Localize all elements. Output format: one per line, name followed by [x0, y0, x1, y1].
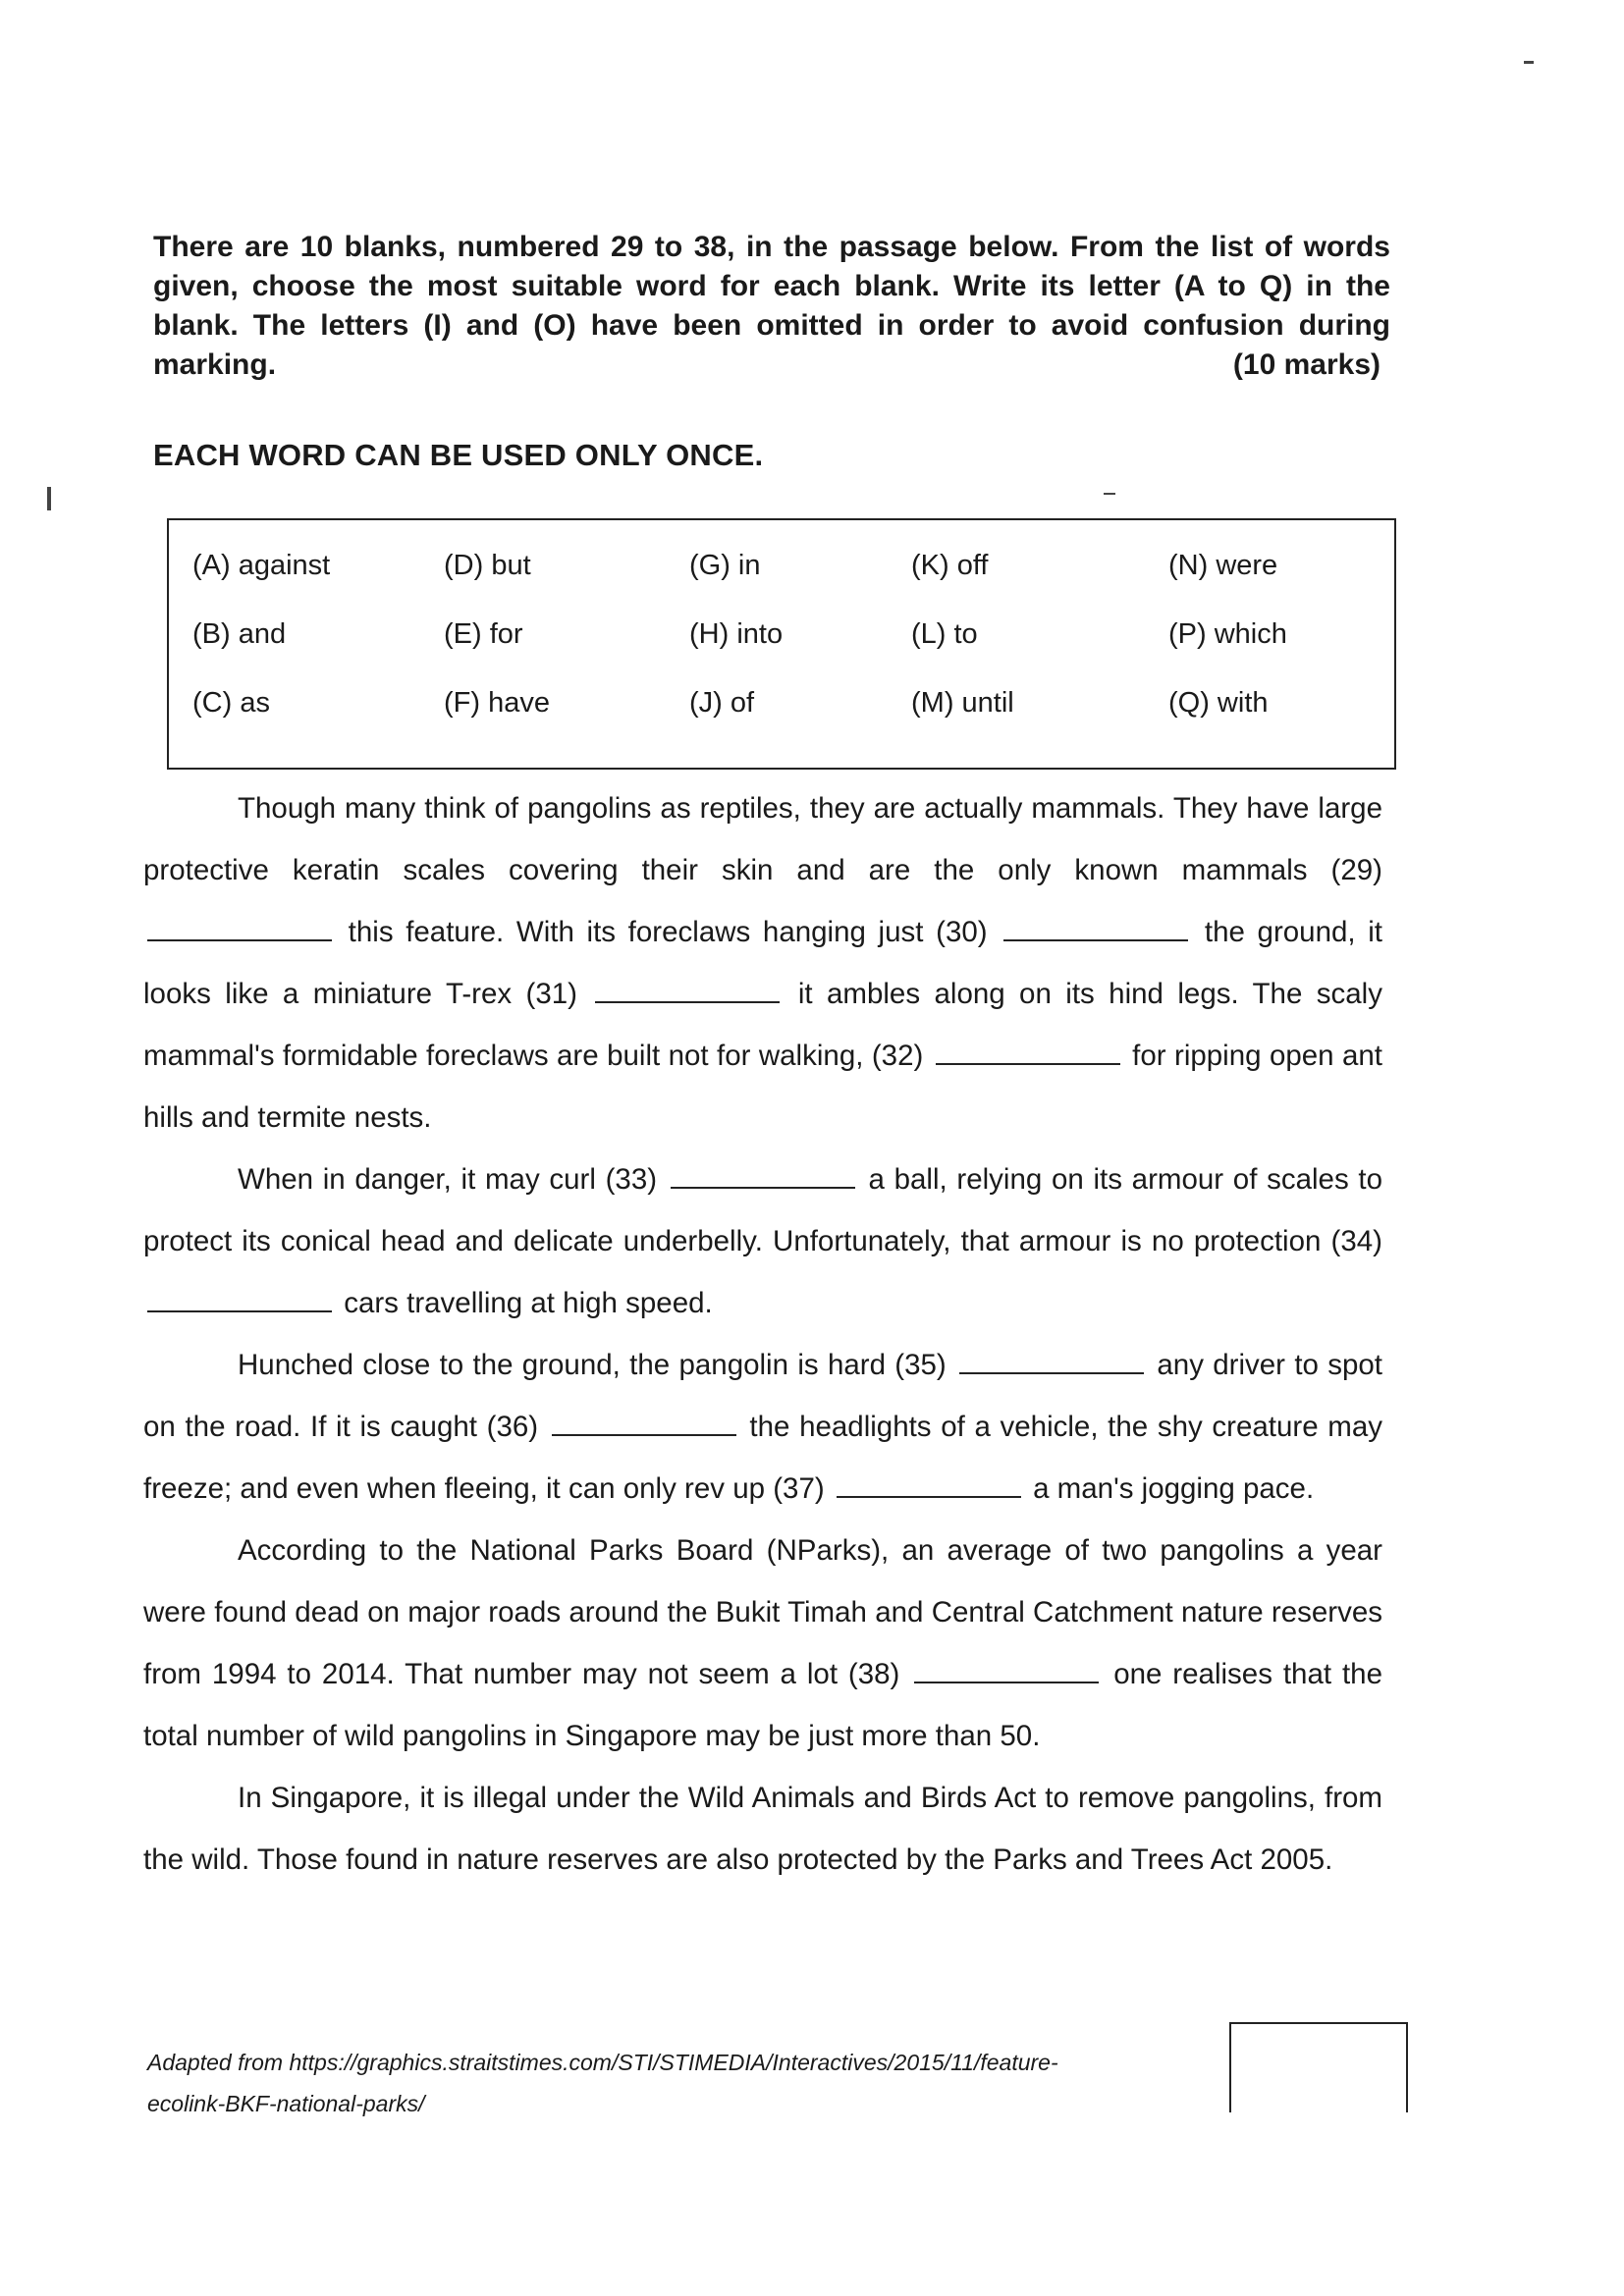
- passage-paragraph: In Singapore, it is illegal under the Wild Animals and Birds Act to remove pangolins, from the wild. Those found in nature reserves are also protected by the Parks and Trees Act 2005.: [143, 1782, 1382, 1876]
- instructions: [153, 228, 1390, 385]
- word-option: (B) and: [192, 618, 287, 650]
- word-option: (L) to: [911, 618, 978, 650]
- marks-allocation: (10 marks): [1232, 348, 1380, 381]
- passage-paragraph: Though many think of pangolins as reptiles, they are actually mammals. They have large protective keratin scales covering their skin and are the only known mammals (29) this feature. With its foreclaws hanging just (30) the ground, it looks like a miniature T-rex (31) it ambles along on its hind legs. The scaly mammal's formidable foreclaws are built not for walking, (32) for ripping open ant hills and termite nests.: [143, 792, 1383, 1134]
- answer-blank-38[interactable]: [914, 1658, 1099, 1683]
- word-option: (E) for: [444, 618, 523, 650]
- answer-blank-32[interactable]: [936, 1040, 1120, 1065]
- word-option: (Q) with: [1168, 687, 1269, 719]
- word-option: (N) were: [1168, 550, 1278, 581]
- word-option: (C) as: [192, 687, 270, 719]
- answer-blank-29[interactable]: [147, 916, 332, 941]
- passage-paragraph: When in danger, it may curl (33) a ball, relying on its armour of scales to protect its conical head and delicate underbelly. Unfortunately, that armour is no protection (34) cars travelling at high speed.: [143, 1163, 1383, 1319]
- word-usage-rule: EACH WORD CAN BE USED ONLY ONCE.: [153, 438, 764, 472]
- instructions-text: There are 10 blanks, numbered 29 to 38, in the passage below. From the list of words given, choose the most suitable word for each blank. Write its letter (A to Q) in the blank. The letters (I) and (O) have been omitted in order to avoid confusion during marking.: [153, 231, 1390, 381]
- word-bank-box: [167, 518, 1396, 770]
- scan-speck: [1104, 493, 1115, 495]
- source-citation: Adapted from https://graphics.straitstimes.com/STI/STIMEDIA/Interactives/2015/11/feature-ecolink-BKF-national-parks/: [147, 2050, 1058, 2116]
- word-option: (F) have: [444, 687, 550, 719]
- word-option: (K) off: [911, 550, 989, 581]
- word-option: (M) until: [911, 687, 1014, 719]
- answer-blank-33[interactable]: [671, 1163, 855, 1189]
- cloze-passage: [143, 777, 1382, 1891]
- answer-blank-37[interactable]: [837, 1472, 1021, 1498]
- word-option: (J) of: [689, 687, 755, 719]
- scan-speck: [47, 487, 51, 510]
- word-option: (P) which: [1168, 618, 1287, 650]
- word-option: (H) into: [689, 618, 784, 650]
- score-box: [1229, 2022, 1408, 2112]
- passage-paragraph: According to the National Parks Board (NParks), an average of two pangolins a year were found dead on major roads around the Bukit Timah and Central Catchment nature reserves from 1994 to 2014. That number may not seem a lot (38) one realises that the total number of wild pangolins in Singapore may be just more than 50.: [143, 1534, 1382, 1752]
- word-option: (A) against: [192, 550, 331, 581]
- word-option: (D) but: [444, 550, 531, 581]
- word-option: (G) in: [689, 550, 761, 581]
- answer-blank-35[interactable]: [959, 1349, 1144, 1374]
- answer-blank-36[interactable]: [552, 1411, 736, 1436]
- word-bank-grid: [192, 550, 1375, 756]
- scan-speck: [1524, 61, 1534, 64]
- answer-blank-30[interactable]: [1003, 916, 1188, 941]
- passage-paragraph: Hunched close to the ground, the pangolin is hard (35) any driver to spot on the road. If it is caught (36) the headlights of a vehicle, the shy creature may freeze; and even when fleeing, it can only rev up (37) a man's jogging pace.: [143, 1349, 1382, 1505]
- answer-blank-31[interactable]: [595, 978, 780, 1003]
- answer-blank-34[interactable]: [147, 1287, 332, 1312]
